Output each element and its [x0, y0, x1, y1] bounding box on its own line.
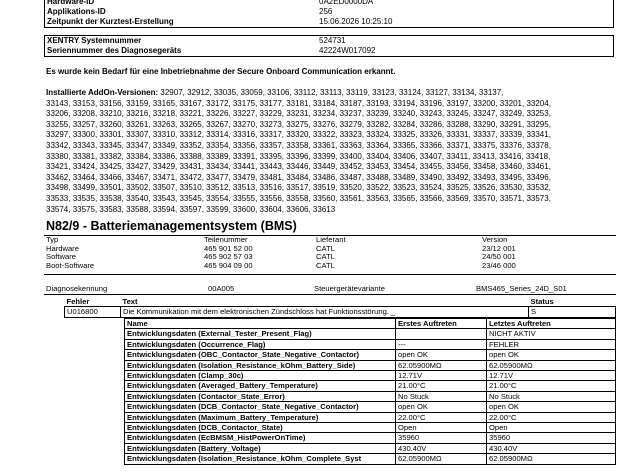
env-last: 62.05900MΩ — [487, 454, 616, 464]
env-first: 21.00°C — [396, 381, 487, 391]
env-last: No Stuck — [487, 391, 616, 401]
env-row — [125, 412, 616, 422]
env-name: Entwicklungsdaten (Isolation_Resistance_kOhm_Battery_Side) — [125, 360, 396, 370]
addon-line: 33297, 33300, 33301, 33307, 33310, 33312, 33314, 33316, 33317, 33320, 33322, 33323, 33324, 33325, 33326, 33331, 33337, 33339, 33341, — [46, 130, 551, 140]
addon-line: 33206, 33208, 33210, 33216, 33218, 33221, 33226, 33227, 33229, 33231, 33234, 33237, 33239, 33240, 33243, 33245, 33247, 33249, 33253, — [46, 109, 551, 119]
env-name: Entwicklungsdaten (Isolation_Resistance_kOhm_Complete_Syst — [125, 454, 396, 464]
addon-line: 33380, 33381, 33382, 33384, 33386, 33388, 33389, 33391, 33395, 33396, 33399, 33400, 33404, 33406, 33407, 33411, 33413, 33416, 33418, — [46, 151, 551, 161]
env-header-row — [125, 319, 616, 329]
fault-code: U016800 — [65, 307, 121, 317]
cell-version: 23/12 001 — [482, 243, 516, 253]
col-header-supplier: Lieferant — [316, 235, 346, 244]
env-first: open OK — [396, 350, 487, 360]
cell-supplier: CATL — [316, 252, 335, 262]
soc-note: Es wurde kein Bedarf für eine Inbetriebnahme der Secure Onboard Communication erkannt. — [46, 67, 396, 76]
info-value: 15.06.2026 10:25:10 — [319, 17, 393, 26]
xentry-label: XENTRY Systemnummer — [47, 36, 142, 45]
env-first: 22.00°C — [396, 412, 487, 422]
env-first: open OK — [396, 402, 487, 412]
cell-type: Hardware — [46, 243, 79, 253]
env-last: open OK — [487, 350, 616, 360]
cell-part-number: 465 904 09 00 — [204, 260, 253, 270]
env-first: 62.05900MΩ — [396, 454, 487, 464]
addon-line: 33498, 33499, 33501, 33502, 33507, 33510, 33512, 33513, 33516, 33517, 33519, 33520, 33522, 33523, 33524, 33525, 33526, 33530, 33532, — [46, 183, 551, 193]
env-last: 430.40V — [487, 443, 616, 453]
env-last: open OK — [487, 402, 616, 412]
cell-supplier: CATL — [316, 243, 335, 253]
cell-supplier: CATL — [316, 260, 335, 270]
col-header-version: Version — [482, 235, 508, 244]
env-name: Entwicklungsdaten (DCB_Contactor_State) — [125, 423, 396, 433]
info-label: Applikations-ID — [47, 7, 106, 16]
fault-text: Die Kommunikation mit dem elektronischen Zündschloss hat Funktionsstörung. _ — [121, 307, 529, 317]
cell-version: 23/46 000 — [482, 260, 516, 270]
info-label: Zeitpunkt der Kurztest-Erstellung — [47, 17, 174, 26]
xentry-label: Seriennummer des Diagnosegeräts — [47, 46, 182, 55]
diag-id-label: Diagnosekennung — [46, 284, 108, 293]
env-last: 62.05900MΩ — [487, 360, 616, 370]
env-first: 12.71V — [396, 371, 487, 381]
addon-line: Installierte AddOn-Versionen: 32907, 32912, 33035, 33059, 33106, 33112, 33113, 33119, 33123, 33124, 33127, 33134, 33137, — [46, 88, 504, 97]
ecu-info-table — [44, 0, 614, 28]
info-row-hardware-id — [45, 0, 614, 7]
fault-status: S — [529, 307, 616, 317]
fault-header-text: Text — [122, 297, 138, 306]
addon-label: Installierte AddOn-Versionen: — [46, 88, 159, 97]
info-row-application-id — [45, 7, 614, 17]
addon-line: 33342, 33343, 33345, 33347, 33349, 33352, 33354, 33356, 33357, 33358, 33361, 33363, 33364, 33365, 33366, 33371, 33375, 33376, 33378, — [46, 140, 551, 150]
table-divider — [44, 274, 616, 275]
env-row — [125, 350, 616, 360]
xentry-row-serial-number — [45, 46, 614, 57]
section-title: N82/9 - Batteriemanagementsystem (BMS) — [46, 219, 297, 233]
env-first: 62.05900MΩ — [396, 360, 487, 370]
env-name: Entwicklungsdaten (Contactor_State_Error) — [125, 391, 396, 401]
fault-header-status: Status — [530, 297, 554, 306]
cell-part-number: 465 901 52 00 — [204, 243, 253, 253]
env-name: Entwicklungsdaten (OBC_Contactor_State_Negative_Contactor) — [125, 350, 396, 360]
ecu-variant-label: Steuergerätevariante — [314, 284, 385, 293]
env-name: Entwicklungsdaten (Clamp_30c) — [125, 371, 396, 381]
env-first: No Stuck — [396, 391, 487, 401]
env-row — [125, 371, 616, 381]
env-first: Open — [396, 423, 487, 433]
env-row — [125, 329, 616, 339]
cell-version: 24/50 001 — [482, 252, 516, 262]
info-label: Hardware-ID — [47, 0, 95, 6]
xentry-value: 42224W017092 — [319, 46, 376, 55]
environment-data-table — [124, 318, 616, 465]
info-row-timestamp — [45, 17, 614, 28]
env-row — [125, 423, 616, 433]
component-table — [44, 236, 616, 270]
addon-line: 33533, 33535, 33538, 33540, 33543, 33545, 33554, 33555, 33556, 33558, 33560, 33561, 33563, 33565, 33566, 33569, 33570, 33571, 33573, — [46, 193, 551, 203]
env-row — [125, 391, 616, 401]
fault-header-row — [65, 297, 616, 307]
env-name: Entwicklungsdaten (Battery_Voltage) — [125, 443, 396, 453]
info-value: 256 — [319, 7, 333, 16]
col-header-type: Typ — [46, 235, 59, 244]
env-name: Entwicklungsdaten (EcBMSM_HistPowerOnTime) — [125, 433, 396, 443]
env-row — [125, 443, 616, 453]
col-header-part-number: Teilenummer — [204, 235, 248, 244]
cell-type: Software — [46, 252, 76, 262]
env-header-name: Name — [125, 319, 396, 329]
diag-id-value: 00A005 — [208, 284, 235, 293]
addon-line: 33255, 33257, 33260, 33261, 33263, 33265, 33267, 33270, 33273, 33275, 33276, 33279, 33282, 33284, 33286, 33288, 33290, 33291, 33295, — [46, 119, 551, 129]
fault-row — [65, 307, 616, 317]
env-last: 21.00°C — [487, 381, 616, 391]
env-header-last: Letztes Auftreten — [487, 319, 616, 329]
env-header-first: Erstes Auftreten — [396, 319, 487, 329]
env-last: 22.00°C — [487, 412, 616, 422]
env-last: 12.71V — [487, 371, 616, 381]
env-name: Entwicklungsdaten (DCB_Contactor_State_Negative_Contactor) — [125, 402, 396, 412]
env-row — [125, 381, 616, 391]
addon-line: 33574, 33575, 33583, 33588, 33594, 33597, 33599, 33600, 33604, 33606, 33613 — [46, 204, 336, 214]
info-value: 0A2ED0000DA — [319, 0, 374, 6]
env-last: Open — [487, 423, 616, 433]
addon-line: 33421, 33424, 33425, 33427, 33429, 33431, 33434, 33441, 33443, 33446, 33449, 33452, 33453, 33454, 33455, 33456, 33458, 33460, 33461, — [46, 162, 551, 172]
diagnostic-row — [44, 284, 616, 294]
fault-table — [64, 297, 616, 318]
xentry-row-system-number — [45, 36, 614, 47]
env-row — [125, 402, 616, 412]
component-row — [44, 262, 616, 271]
xentry-info-table — [44, 35, 614, 57]
addon-line: 33462, 33464, 33466, 33467, 33471, 33472, 33477, 33479, 33481, 33484, 33486, 33487, 33488, 33489, 33490, 33492, 33493, 33495, 33496, — [46, 172, 551, 182]
env-first: 35960 — [396, 433, 487, 443]
cell-part-number: 465 902 57 03 — [204, 252, 253, 262]
env-last: 35960 — [487, 433, 616, 443]
env-name: Entwicklungsdaten (External_Tester_Present_Flag) — [125, 329, 396, 339]
env-first — [396, 329, 487, 339]
xentry-value: 524731 — [319, 36, 346, 45]
cell-type: Boot-Software — [46, 260, 95, 270]
env-name: Entwicklungsdaten (Averaged_Battery_Temperature) — [125, 381, 396, 391]
env-row — [125, 339, 616, 349]
addon-versions — [46, 88, 616, 215]
ecu-variant-value: BMS465_Series_24D_S01 — [476, 284, 567, 293]
addon-line: 33143, 33153, 33156, 33159, 33165, 33167, 33172, 33175, 33177, 33181, 33184, 33187, 33193, 33194, 33196, 33197, 33200, 33201, 33204, — [46, 98, 551, 108]
env-row — [125, 433, 616, 443]
env-row — [125, 360, 616, 370]
fault-header-code: Fehler — [66, 297, 90, 306]
env-name: Entwicklungsdaten (Occurrence_Flag) — [125, 339, 396, 349]
env-last: FEHLER — [487, 339, 616, 349]
env-last: NICHT AKTIV — [487, 329, 616, 339]
diag-divider — [44, 294, 616, 295]
env-name: Entwicklungsdaten (Maximum_Battery_Temperature) — [125, 412, 396, 422]
env-first: --- — [396, 339, 487, 349]
env-row — [125, 454, 616, 464]
env-first: 430.40V — [396, 443, 487, 453]
